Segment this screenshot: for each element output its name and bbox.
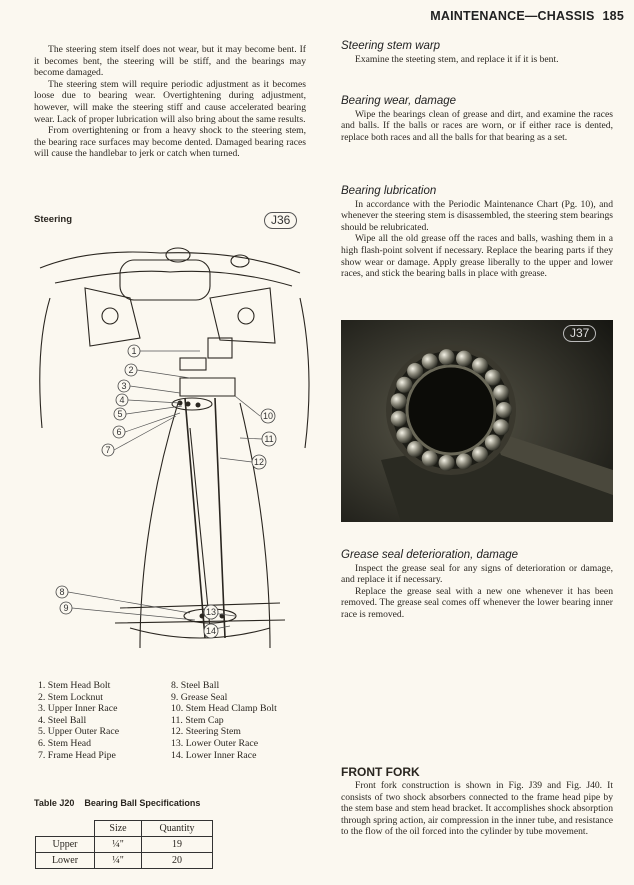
steel-ball (493, 385, 509, 401)
steel-ball (485, 369, 501, 385)
callout-13: 13 (205, 607, 217, 617)
steel-ball (391, 411, 407, 427)
front-fork-heading: FRONT FORK (341, 765, 420, 779)
steel-ball (456, 351, 472, 367)
handlebar-outline (40, 252, 300, 273)
table-header-row (36, 821, 213, 837)
front-fork-text (341, 780, 613, 838)
legend-item: 12. Steering Stem (171, 726, 241, 738)
paragraph: Examine the steeting stem, and replace it if it is bent. (355, 53, 559, 65)
steel-ball (472, 358, 488, 374)
paragraph: In accordance with the Periodic Maintenance Chart (Pg. 10), and whenever the steering stem is disassembled, the steering stem bearings should be relubricated. (341, 198, 613, 233)
table-cell: ¼" (95, 837, 142, 853)
steel-ball (407, 441, 423, 457)
table-cell: Lower (36, 853, 95, 869)
legend-item: 5. Upper Outer Race (38, 726, 120, 738)
paragraph: Inspect the grease seal for any signs of deterioration or damage, and replace it if necessary. (341, 562, 613, 586)
section-heading: Bearing lubrication (341, 185, 437, 197)
steel-ball (422, 353, 438, 369)
table-cell: ¼" (95, 853, 142, 869)
section-heading: Steering stem warp (341, 40, 441, 52)
section-lubrication (341, 186, 613, 280)
callout-10: 10 (262, 411, 274, 421)
figure-badge: J36 (264, 212, 297, 229)
steel-ball (396, 427, 412, 443)
table-row (36, 837, 213, 853)
legend-right (171, 680, 277, 761)
table-header-cell: Quantity (142, 821, 213, 837)
callout-12: 12 (253, 457, 265, 467)
steel-ball (456, 453, 472, 469)
legend-item: 9. Grease Seal (171, 691, 228, 703)
paragraph: From overtightening or from a heavy shock to the steering stem, the bearing race surfaces may become dented. Damaged bearing races will cause the handlebar to jerk or catch when turned. (34, 125, 306, 160)
callout-14: 14 (205, 626, 217, 636)
legend-left (38, 680, 119, 761)
header-section: MAINTENANCE—CHASSIS (430, 9, 595, 23)
legend-item: 3. Upper Inner Race (38, 703, 118, 715)
legend-item: 11. Stem Cap (171, 714, 224, 726)
legend-item: 10. Stem Head Clamp Bolt (171, 703, 277, 715)
figure-title: Steering (34, 214, 73, 225)
table-cell: Upper (36, 837, 95, 853)
table-header-cell (36, 821, 95, 837)
steel-ball (439, 455, 455, 471)
section-heading: Grease seal deterioration, damage (341, 549, 519, 561)
callout-9: 9 (63, 603, 69, 613)
callout-8: 8 (59, 587, 65, 597)
steering-diagram (30, 228, 312, 660)
legend-item: 8. Steel Ball (171, 680, 220, 691)
paragraph: The steering stem will require periodic adjustment as it becomes loose due to bearing wear. Overtightening during adjustment, however, will make the steering stiff and cause accelerated bearing wear. Lack of proper lubrication will also bring about the same results. (34, 78, 306, 125)
steel-ball (407, 363, 423, 379)
steel-ball (472, 446, 488, 462)
table-cell: 19 (142, 837, 213, 853)
steel-ball (439, 349, 455, 365)
section-warp (341, 41, 613, 65)
paragraph: Replace the grease seal with a new one whenever it has been removed. The grease seal comes off whenever the lower bearing inner race is removed. (341, 585, 613, 620)
paragraph: The steering stem itself does not wear, but it may become bent. If it becomes bent, the steering will be stiff, and the bearings may become damaged. (34, 44, 306, 79)
table-row (36, 853, 213, 869)
paragraph: Wipe all the old grease off the races and balls, washing them in a high flash-point solvent if necessary. Replace the bearing parts if they show wear or damage. Apply grease liberally to the upper and lower races, and stick the bearing balls in place with grease. (341, 233, 613, 280)
table-title: Table J20 Bearing Ball Specifications (34, 798, 201, 808)
steel-ball (396, 377, 412, 393)
paragraph: Wipe the bearings clean of grease and dirt, and examine the races and balls. If the balls or races are worn, or if either race is dented, replace both races and all the balls for that bearing as a set. (341, 108, 613, 143)
legend-item: 14. Lower Inner Race (171, 749, 257, 761)
steel-ball (493, 419, 509, 435)
callout-7: 7 (105, 445, 111, 455)
running-header (422, 9, 624, 23)
steel-ball (485, 435, 501, 451)
bearing-spec-table (35, 820, 213, 869)
paragraph: Front fork construction is shown in Fig. J39 and Fig. J40. It consists of two shock absorbers connected to the frame head pipe by the stem base and stem head bracket. It accomplishes shock absorption through spring action, air compression in the inner tube, and resistance to the flow of the oil forced into the cylinder by tube movement. (341, 780, 614, 838)
legend-item: 13. Lower Outer Race (171, 737, 259, 749)
section-grease-seal (341, 550, 613, 621)
callout-5: 5 (117, 409, 123, 419)
steel-ball (496, 402, 512, 418)
bearing-photo (341, 320, 613, 522)
table-header-cell: Size (95, 821, 142, 837)
legend-item: 6. Stem Head (38, 737, 92, 749)
callout-1: 1 (131, 346, 137, 356)
page-number: 185 (602, 9, 624, 23)
stem-head-outline (120, 260, 210, 300)
section-heading: Bearing wear, damage (341, 95, 457, 107)
legend-item: 4. Steel Ball (38, 714, 87, 726)
section-bearing-wear (341, 96, 613, 143)
callout-6: 6 (116, 427, 122, 437)
callout-3: 3 (121, 381, 127, 391)
photo-badge: J37 (563, 325, 596, 342)
legend-item: 7. Frame Head Pipe (38, 749, 116, 761)
callout-2: 2 (128, 365, 134, 375)
callout-4: 4 (119, 395, 125, 405)
callout-11: 11 (264, 434, 274, 444)
bearing-photo-image (341, 320, 613, 522)
table-cell: 20 (142, 853, 213, 869)
steel-ball (422, 451, 438, 467)
legend-item: 2. Stem Locknut (38, 691, 104, 703)
intro-text (34, 44, 306, 160)
steel-ball (391, 393, 407, 409)
legend-item: 1. Stem Head Bolt (38, 680, 111, 691)
